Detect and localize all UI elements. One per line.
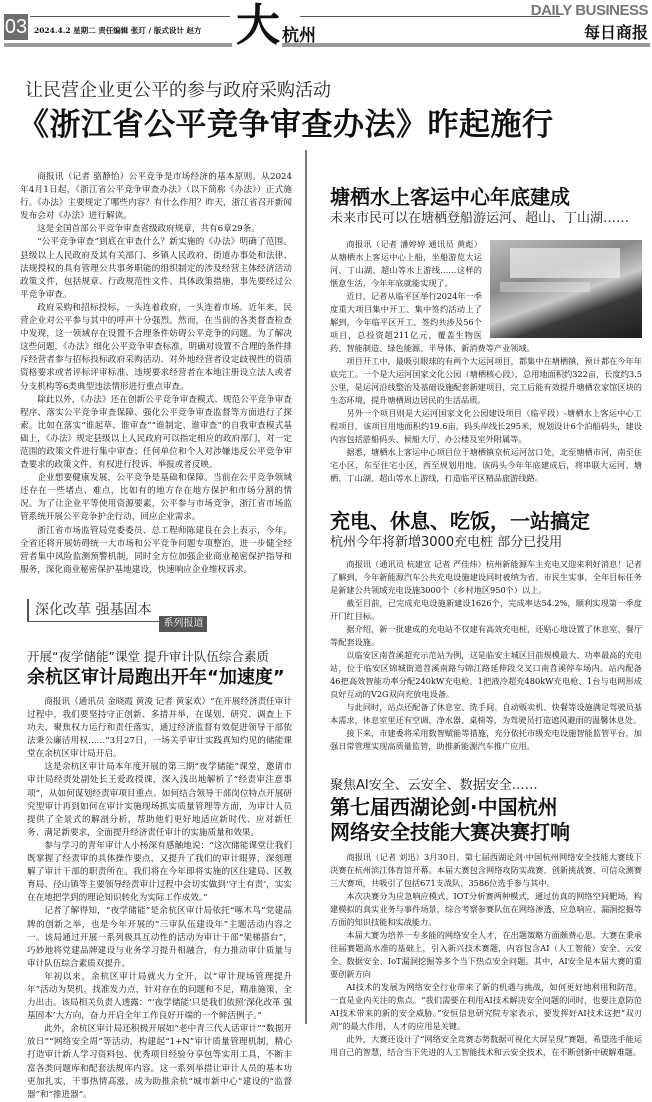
tangqi-headline: 塘栖水上客运中心年底建成 bbox=[330, 185, 570, 209]
paragraph: 近日，记者从临平区举行2024年一季度重大项目集中开工、集中签约活动上了解到，今年临平区开工、签约共涉及56个项目，总投资超211亿元，覆盖生物医药、智能制造、绿色能源、半导体、新消费等产业领域。 bbox=[330, 291, 535, 353]
cyber-body bbox=[330, 851, 642, 1059]
lead-article-body bbox=[20, 171, 292, 577]
paragraph: 企业想要健康发展，公平竞争是基础和保障。当前在公平竞争领域还存在一些堵点、难点，比如有的地方存在地方保护和市场分割的情况。为了让企业平等使用资源要素，公平参与市场竞争，浙江省市场监管系统开展公平竞争护企行动，回应企业需求。 bbox=[20, 473, 292, 523]
paragraph: 商报讯（通讯员 杭建宣 记者 严佳炜）杭州新能源车主充电又迎来利好消息！记者了解到，今年新能源汽车公共充电设施建设同时被纳为省、市民生实事，全年目标任务是新建公共领域充电设施3000个（乡村地区950个）以上。 bbox=[330, 559, 642, 595]
lead-kicker: 让民营企业更公平的参与政府采购活动 bbox=[25, 80, 331, 101]
header-bar bbox=[4, 43, 232, 47]
paper-name-en: DAILY BUSINESS bbox=[530, 2, 648, 19]
series-title: 深化改革 强基固本 bbox=[27, 599, 159, 622]
paragraph: 参与学习的青年审计人小杨深有感触地说：“这次储能课堂让我们既掌握了经责审的具体操作要点，又提升了我们的审计眼界，深刻理解了审计干部的职责所在。我们将在今年即将实施的区住建局、区教育局、径山镇等主要领导经责审计过程中会切实做到‘守土有责’，实实在在地把学到的理论知识转化为实际工作成效。” bbox=[27, 840, 292, 904]
canal-aerial-photo bbox=[490, 240, 642, 338]
series-banner bbox=[27, 599, 292, 629]
series-tag: 系列报道 bbox=[159, 616, 207, 632]
paragraph: 除此以外，《办法》还在创新公平竞争审查模式、规范公平竞争审查程序、落实公平竞争审查保障、强化公平竞争审查监督等方面进行了探索。比如在落实“谁起草、谁审查”“谁制定、谁审查”的自我审查模式基础上，《办法》规定县级以上人民政府可以指定相应的政府部门，对一定范围的政策文件进行集中审查；任何单位和个人对涉嫌违反公平竞争审查要求的政策文件，有权进行投诉、举报或者反映。 bbox=[20, 394, 292, 471]
paper-name-cn: 每日商报 bbox=[583, 23, 648, 42]
audit-kicker: 开展“夜学储能”课堂 提升审计队伍综合素质 bbox=[27, 648, 269, 664]
paragraph: 此外，大赛还设计了“网络安全竞赛态势数据可视化大屏呈现”赛题，希望选手能运用自己的智慧，结合当下先进的人工智能技术和云安全技术，在不断创新中破解难题。 bbox=[330, 1034, 642, 1057]
paragraph: 这是全国首部公平竞争审查省级政府规章，共有6章29条。 bbox=[37, 224, 260, 235]
paragraph: 与此同时，站点还配备了休息室、洗手间、自动贩卖机、快餐等设施满足驾驶员基本需求，休息室里还有空调、净水器、桌椅等，为驾驶员打造遮风避雨的温馨休息处。 bbox=[330, 702, 642, 725]
column-divider bbox=[305, 150, 307, 1024]
cyber-kicker: 聚焦AI安全、云安全、数据安全…… bbox=[330, 778, 538, 793]
charging-headline: 充电、休息、吃饭，一站搞定 bbox=[330, 509, 590, 533]
dateline: 2024.4.2 星期二 责任编辑 张玎 / 版式设计 赵方 bbox=[34, 26, 202, 35]
charging-body bbox=[330, 558, 642, 753]
paragraph: 另外一个项目则是大运河国家文化公园建设项目（临平段）-塘栖水上客运中心工程项目，该项目用地面积约19.6亩，码头岸线长295米，规划设计6个泊船码头，建设内容包括游船码头、候船大厅、办公楼及室外附属等。 bbox=[330, 408, 642, 444]
paragraph: 商报讯（通讯员 金晓霞 黄浚 记者 黄家欢）“在开展经济责任审计过程中，我们要坚持守正创新、多措并举，在谋划、研究、调查上下功夫，聚焦权力运行和责任落实，通过经济监督有效促进领导干部依法秉公廉洁用权……”3月27日，一场关乎审计实践真知灼见的储能课堂在余杭区审计局开启。 bbox=[27, 696, 292, 760]
paragraph: 接下来，市建委将采用数智赋能等措施，充分依托市级充电设施智能监管平台，加强日常管理实现高质量监管，助推新能源汽车推广应用。 bbox=[330, 728, 642, 751]
section-logo: 大 bbox=[236, 0, 280, 51]
paragraph: 浙江省市场监管局党委委员、总工程师陈建良在会上表示，今年，全省还将开展妨碍统一大市场和公平竞争问题专项整治，进一步健全经营者集中风险监测预警机制，同时全方位加强企业商业秘密保护指导和服务，深化商业秘密保护基地建设，快速响应企业维权诉求。 bbox=[20, 525, 292, 575]
paragraph: 据介绍，新一批建成的充电站不仅建有高效充电桩，还贴心地设置了休息室、餐厅等配套设施。 bbox=[330, 624, 642, 647]
cyber-headline-line2: 网络安全技能大赛决赛打响 bbox=[330, 820, 570, 844]
paragraph: 项目开工中，最吸引眼球的有两个大运河项目，都集中在塘栖镇，预计都在今年年底完工。一个是大运河国家文化公园（塘栖核心段），总用地面积约322亩，长度约3.5公里，是运河沿线整治及基础设施配套新建项目，完工后能有效提升塘栖农家馆区块的生态环境，提升塘栖周边居民的生活品质。 bbox=[330, 356, 642, 405]
paragraph: 年初以来，余杭区审计局就火力全开，以“审计现场管理提升年”活动为契机，找准发力点，针对存在的问题和不足，精准施策，全力出击。该局相关负责人透露：“‘夜学储能’只是我们依照‘深化改革 强基固本’大方向，奋力开启全年工作良好开端的一个鲜活例子。” bbox=[27, 971, 292, 1022]
section-name: 杭州 bbox=[282, 26, 316, 46]
paragraph: 本次决赛分为应急响应模式、IOT分析赛两种模式，通过仿真的网络空间靶场，构建模拟的真实业务与事件场景，综合考察参赛队伍在网络渗透、应急响应、漏洞挖掘等方面的知识技能和实战能力。 bbox=[330, 891, 642, 927]
paragraph: “公平竞争审查”到底在审查什么？新实施的《办法》明确了范围。县级以上人民政府及其有关部门、乡镇人民政府、街道办事处和法律、法规授权的具有管理公共事务职能的组织制定的涉及经营主体经济活动政策文件，包括规章、行政规范性文件、具体政策措施，事先要经过公平竞争审查。 bbox=[20, 237, 292, 300]
cyber-headline-line1: 第七届西湖论剑·中国杭州 bbox=[330, 795, 558, 819]
paragraph: AI技术的发展为网络安全行业带来了新的机遇与挑战，如何更好地利用和防范，一直是业内关注的焦点。“我们需要在利用AI技术解决安全问题的同时，也要注意防范AI技术带来的新的安全威胁。”安恒信息研究院专家表示，要发挥好AI技术这把“双刃剑”的最大作用，人才的应用是关键。 bbox=[330, 982, 642, 1031]
header-rule bbox=[300, 16, 560, 17]
page-number: 03 bbox=[4, 16, 28, 38]
charging-subhead: 杭州今年将新增3000充电桩 部分已投用 bbox=[330, 535, 563, 550]
left-column bbox=[20, 171, 292, 1102]
tangqi-subhead: 未来市民可以在塘栖登船游运河、超山、丁山湖…… bbox=[330, 211, 630, 226]
paragraph: 记者了解得知，“夜学储能”是余杭区审计局依托“啄木鸟”党建品牌的创新之举，也是今年开展的“三审队伍建设年”主题活动内容之一。该局通过开展一系列极具互动性的活动为审计干部“架梯搭台”，巧妙地将党建品牌建设与业务学习提升相融合，有力推动审计质量与审计队伍综合素质双提升。 bbox=[27, 906, 292, 969]
audit-article-body bbox=[27, 696, 292, 1102]
audit-headline: 余杭区审计局跑出开年“加速度” bbox=[27, 666, 285, 688]
header-bar bbox=[282, 43, 650, 47]
paragraph: 商报讯（记者 刘迅）3月30日，第七届西湖论剑·中国杭州网络安全技能大赛线下决赛在杭州滨江体育馆开幕。本届大赛包含网络攻防实战赛、创新挑战赛、可信众测赛三大赛项，共吸引了包括671支战队、3586位选手参与其中。 bbox=[330, 852, 642, 888]
paragraph: 商报讯（记者 潘婷婷 通讯员 黄彪）从塘栖水上客运中心上船，坐船游览大运河、丁山湖、超山等水上游线……这样的惬意生活，今年年底就能实现了。 bbox=[330, 239, 482, 288]
paragraph: 这是余杭区审计局本年度开展的第三期“夜学储能”课堂，邀请市审计局经责处副处长王爱政授课，深入浅出地解析了“经责审注意事项”，从如何谋划经责审项目重点、如何结合领导干部岗位特点开展研究型审计再到如何在审计实施现场抓实质量管理等方面，为审计人员提供了全景式的解剖分析，帮助他们更好地适应新时代、应对新任务、满足新要求，全面提升经济责任审计的实施质量和效果。 bbox=[27, 762, 292, 838]
right-column bbox=[330, 185, 642, 1059]
header-rule bbox=[30, 16, 230, 17]
tangqi-body bbox=[330, 238, 642, 485]
paragraph: 本届大赛为培养一专多能的网络安全人才，在出题策略方面颇费心思。大赛在秉承往届赛题高水准的基础上，引入新兴技术赛题，内容包含AI（人工智能）安全、云安全、数据安全、IoT漏洞挖掘等多个当下热点安全问题。其中，AI安全是本届大赛的重要创新方向 bbox=[330, 930, 642, 979]
paragraph: 此外，余杭区审计局还积极开展如“老中青三代人话审计”“数据开放日”“网络安全周”等活动，构建起“1+N”审计质量管理机制，精心打造审计新人学习资料包、优秀项目经验分享包等实用工具，不断丰富各类问题库和配套法规库内容。这一系列举措让审计人员的基本功更加扎实，干事热情高涨，成为助推余杭“城市新中心”建设的“监督器”和“推进器”。 bbox=[27, 1024, 292, 1100]
paragraph: 截至目前，已完成充电设施新建设1626个，完成率达54.2%，顺利实现第一季度开门红目标。 bbox=[330, 598, 642, 621]
lead-headline: 《浙江省公平竞争审查办法》昨起施行 bbox=[18, 107, 554, 143]
paragraph: 据悉，塘栖水上客运中心项目位于塘栖镇京杭运河岔口处，北至塘栖市河，南至住宅小区，东至住宅小区，西至规划用地。该码头今年年底建成后，将串联大运河、塘栖、丁山湖、超山等水上游线，打造临平区精品旅游线路。 bbox=[330, 447, 642, 483]
paragraph: 以临安区南苕溪超充示范站为例，这是临安主城区目前规模最大、功率最高的充电站，位于临安区锦城街道苕溪南路与锦江路延伸段交叉口南苕溪停车场内。站内配备46把高效智能功率分配240kW充电枪、1把液冷超充480kW充电枪、1台与电网形成良好互动的V2G双向充放电设备。 bbox=[330, 650, 642, 699]
paragraph: 商报讯（记者 骆静怡）公平竞争是市场经济的基本原则。从2024年4月1日起，《浙江省公平竞争审查办法》（以下简称《办法》）正式施行。《办法》主要规定了哪些内容？有什么作用？昨天，浙江省召开新闻发布会对《办法》进行解读。 bbox=[20, 172, 292, 222]
paragraph: 政府采购和招标投标，一头连着政府，一头连着市场。近年来，民营企业对公平参与其中的呼声十分强烈。然而，在当前的各类督查检查中发现，这一领域存在设置不合理条件妨碍公平竞争的问题。为了解决这些问题，《办法》细化公平竞争审查标准，明确对设置不合理的条件排斥经营者参与招标投标政府采购活动、对外地经营者设定歧视性的资质资格要求或者评标评审标准、违规要求经营者在本地注册设立法人或者分支机构等6类典型违法情形进行重点审查。 bbox=[20, 302, 292, 392]
